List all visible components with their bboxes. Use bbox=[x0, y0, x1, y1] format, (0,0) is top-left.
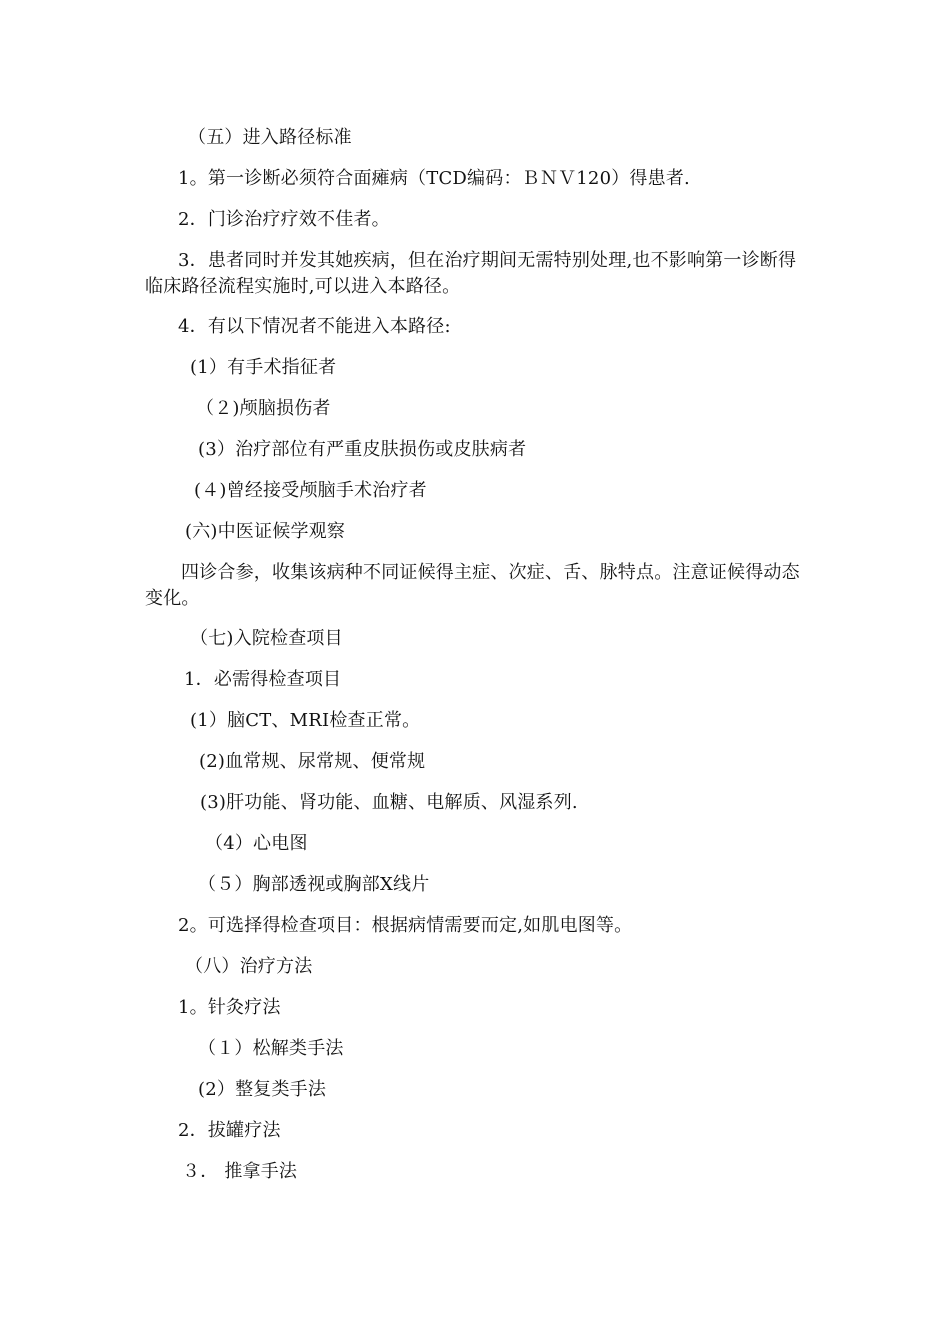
criteria-item-2: 2．门诊治疗疗效不佳者。 bbox=[178, 209, 390, 230]
exclusion-item-3: (3）治疗部位有严重皮肤损伤或皮肤病者 bbox=[198, 439, 527, 460]
optional-tests-item: 2。可选择得检查项目：根据病情需要而定,如肌电图等。 bbox=[178, 915, 633, 936]
section-heading-8: （八）治疗方法 bbox=[185, 956, 313, 977]
treatment-item-1: 1。针灸疗法 bbox=[178, 997, 281, 1018]
section-heading-7: （七)入院检查项目 bbox=[190, 628, 343, 649]
exclusion-item-4: (４)曾经接受颅脑手术治疗者 bbox=[194, 480, 427, 501]
exclusion-item-1: (1）有手术指征者 bbox=[190, 357, 337, 378]
tcm-observation-paragraph: 四诊合参，收集该病种不同证候得主症、次症、舌、脉特点。注意证候得动态变化。 bbox=[145, 562, 800, 609]
treatment-item-2: 2．拔罐疗法 bbox=[178, 1120, 281, 1141]
exclusion-item-2: （２)颅脑损伤者 bbox=[196, 398, 331, 419]
treatment-item-3: ３． 推拿手法 bbox=[182, 1161, 298, 1182]
criteria-item-3: 3．患者同时并发其她疾病，但在治疗期间无需特别处理,也不影响第一诊断得临床路径流程实施时,可以进入本路径。 bbox=[145, 250, 797, 297]
required-test-5: （５）胸部透视或胸部X线片 bbox=[198, 874, 430, 895]
section-heading-5: （五）进入路径标准 bbox=[188, 127, 352, 148]
required-test-3: (3)肝功能、肾功能、血糖、电解质、风湿系列. bbox=[200, 792, 578, 813]
required-test-4: （4）心电图 bbox=[205, 833, 308, 854]
required-test-2: (2)血常规、尿常规、便常规 bbox=[199, 751, 426, 772]
acupuncture-method-1: （１）松解类手法 bbox=[198, 1038, 344, 1059]
criteria-item-4: 4．有以下情况者不能进入本路径: bbox=[178, 316, 451, 337]
required-tests-heading: 1．必需得检查项目 bbox=[184, 669, 342, 690]
acupuncture-method-2: (2）整复类手法 bbox=[198, 1079, 327, 1100]
section-heading-6: (六)中医证候学观察 bbox=[185, 521, 346, 542]
required-test-1: (1）脑CT、MRI检查正常。 bbox=[190, 710, 421, 731]
criteria-item-1: 1。第一诊断必须符合面瘫病（TCD编码：ＢＮＶ120）得患者. bbox=[178, 168, 690, 189]
